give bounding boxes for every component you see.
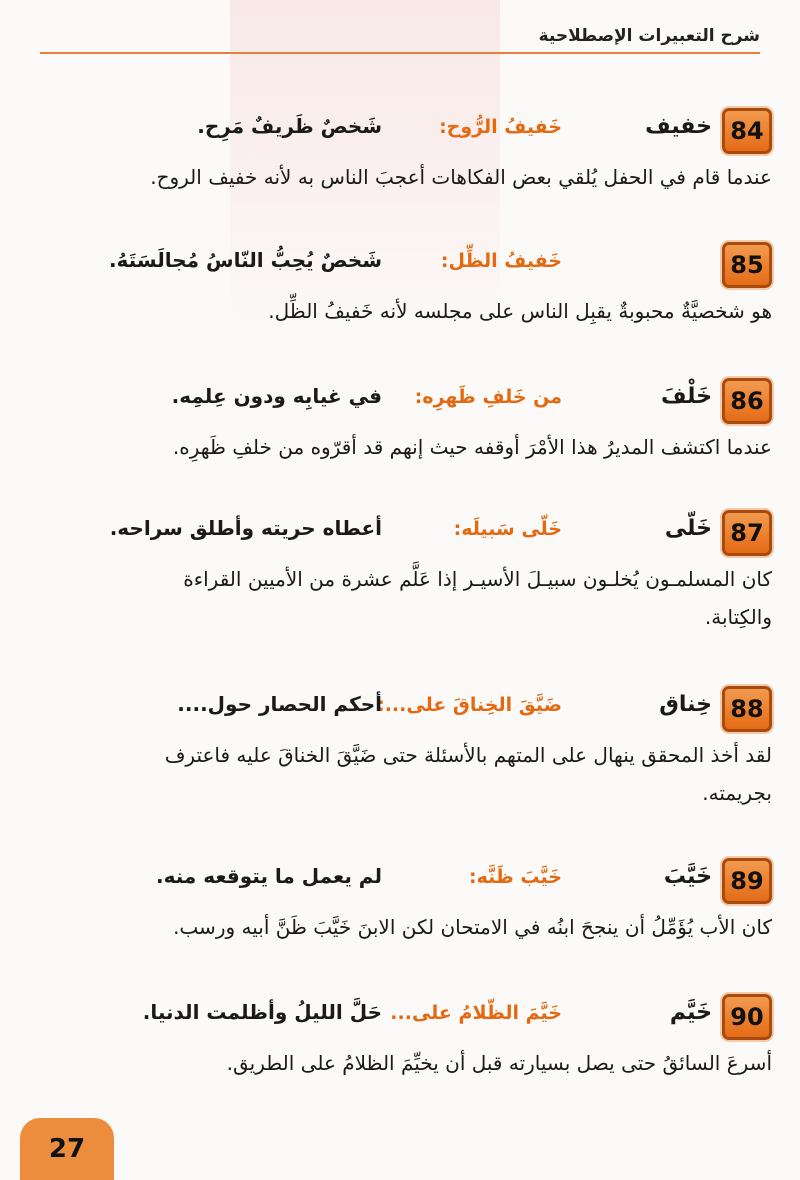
entry-root: خَلّى	[664, 516, 712, 541]
entry-idiom: من خَلفِ ظَهرِه:	[414, 386, 562, 408]
page-header	[40, 26, 760, 54]
entry-meaning: حَلَّ الليلُ وأظلمت الدنيا.	[142, 1000, 382, 1024]
example-line: بجريمته.	[702, 781, 772, 805]
entry-number-badge: 87	[722, 510, 772, 556]
entry-meaning: أعطاه حريته وأطلق سراحه.	[109, 516, 382, 540]
entry-example	[20, 1044, 772, 1082]
page-number: 27	[20, 1118, 114, 1180]
entry-example	[20, 158, 772, 196]
entry-root: خَيَّم	[669, 1000, 712, 1025]
idiom-entry	[20, 686, 772, 812]
idiom-entry	[20, 858, 772, 946]
entry-example	[20, 428, 772, 466]
entry-meaning: شَخصٌ ظَريفٌ مَرِح.	[197, 114, 382, 138]
idiom-entry	[20, 242, 772, 330]
entry-meaning: أحكم الحصار حول....	[177, 692, 382, 716]
entry-root: خَيَّبَ	[663, 864, 712, 889]
example-line: والكِتابة.	[704, 605, 772, 629]
entry-example	[20, 908, 772, 946]
entry-example	[20, 292, 772, 330]
entry-root: خَلْفَ	[660, 384, 712, 409]
entry-idiom: خَيَّمَ الظّلامُ على...	[390, 1002, 562, 1024]
entry-meaning: في غيابِه ودون عِلمِه.	[171, 384, 382, 408]
entry-number-badge: 84	[722, 108, 772, 154]
header-title: شرح التعبيرات الإصطلاحية	[538, 26, 760, 46]
idiom-entry	[20, 510, 772, 636]
example-line: عندما اكتشف المديرُ هذا الأمْرَ أوقفه حيث إنهم قد أقرّوه من خلفِ ظَهرِه.	[172, 435, 772, 459]
entry-root: خفيف	[645, 114, 712, 139]
entry-idiom: خَفيفُ الرُّوح:	[439, 116, 562, 138]
entry-number-badge: 89	[722, 858, 772, 904]
example-line: هو شخصيَّةٌ محبوبةٌ يقبِل الناس على مجلسه لأنه خَفيفُ الظِّل.	[268, 299, 772, 323]
example-line: عندما قام في الحفل يُلقي بعض الفكاهات أعجبَ الناس به لأنه خفيف الروح.	[150, 165, 772, 189]
entry-example	[20, 560, 772, 636]
entry-idiom: خَفيفُ الظِّل:	[440, 250, 562, 272]
entry-example	[20, 736, 772, 812]
entry-idiom: ضَيَّقَ الخِناقَ على...:	[377, 694, 562, 716]
example-line: كان الأب يُؤَمِّلُ أن ينجحَ ابنُه في الامتحان لكن الابنَ خَيَّبَ ظَنَّ أبيه ورسب.	[173, 915, 772, 939]
entry-meaning: شَخصٌ يُحِبُّ النّاسُ مُجالَسَتَهُ.	[108, 248, 382, 272]
entry-number-badge: 88	[722, 686, 772, 732]
entry-root: خِناق	[659, 692, 712, 717]
example-line: أسرعَ السائقُ حتى يصل بسيارته قبل أن يخيِّمَ الظلامُ على الطريق.	[226, 1051, 772, 1075]
idiom-entry	[20, 108, 772, 196]
entry-idiom: خَيَّبَ ظَنَّه:	[469, 866, 562, 888]
entry-idiom: خَلّى سَبيلَه:	[453, 518, 562, 540]
example-line: لقد أخذ المحقق ينهال على المتهم بالأسئلة حتى ضَيَّقَ الخناقَ عليه فاعترف	[164, 743, 772, 767]
entry-number-badge: 86	[722, 378, 772, 424]
header-rule	[40, 52, 760, 54]
example-line: كان المسلمـون يُخلـون سبيـلَ الأسيـر إذا عَلَّم عشرة من الأميين القراءة	[183, 567, 772, 591]
entry-meaning: لم يعمل ما يتوقعه منه.	[156, 864, 382, 888]
entry-number-badge: 90	[722, 994, 772, 1040]
entry-number-badge: 85	[722, 242, 772, 288]
idiom-entry	[20, 994, 772, 1082]
idiom-entry	[20, 378, 772, 466]
